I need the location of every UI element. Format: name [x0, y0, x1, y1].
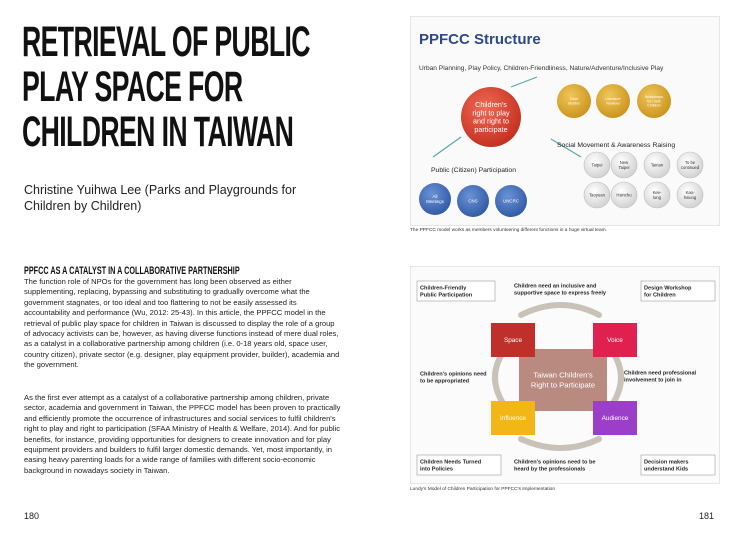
city-circle-label-line: Kao- [685, 189, 695, 195]
note-text-line: Children's opinions need [420, 371, 487, 378]
section-heading: PPFCC AS A CATALYST IN A COLLABORATIVE PARTNERSHIP [24, 265, 240, 277]
blue-circle-label-line: UNCRC [503, 198, 519, 204]
arrow-top [511, 77, 537, 87]
blue-circle-label-line: Meetings [426, 199, 444, 205]
city-circle-label-line: Taipei [618, 164, 630, 170]
city-circle-label-line: Tainan [650, 162, 664, 168]
yellow-circle-1 [557, 84, 591, 118]
city-circle-label-line: New [619, 159, 629, 165]
yellow-circle-label-line: for / with [647, 99, 661, 104]
title-line-3: CHILDREN IN TAIWAN [22, 108, 294, 156]
ppfcc-structure-diagram [411, 17, 719, 225]
note-text-line: Decision makers [644, 459, 689, 466]
yellow-circle-label-line: Case [569, 97, 579, 102]
blue-circle-2 [457, 185, 489, 217]
note-text-line: into Policies [420, 466, 453, 473]
title-line-1: RETRIEVAL OF PUBLIC [22, 18, 310, 66]
box-audience [593, 401, 637, 435]
city-circle-label-line: Hsinchu [616, 192, 632, 198]
note-text-line: to be appropriated [420, 378, 470, 385]
note-5 [624, 370, 697, 383]
note-text-line: for Children [644, 292, 676, 299]
social-movement-label: Social Movement & Awareness Raising [557, 142, 676, 149]
lundy-model-diagram [411, 267, 719, 483]
city-circle-label-line: Taoyuan [589, 192, 605, 198]
box-influence [491, 401, 535, 435]
note-text-line: Children need an inclusive and [514, 283, 597, 290]
box-label-line: Voice [607, 337, 623, 345]
note-text-line: Children's opinions need to be [514, 459, 596, 466]
yellow-circle-label-line: Literature [605, 97, 621, 102]
note-text-line: understand Kids [644, 466, 689, 473]
yellow-circle-3 [637, 84, 671, 118]
fig1-heading: PPFCC Structure [419, 31, 541, 48]
city-circle-5 [584, 182, 610, 208]
title-line-2: PLAY SPACE FOR [22, 63, 243, 111]
note-text-line: Public Participation [420, 292, 473, 299]
note-text-line: Children Needs Turned [420, 459, 482, 466]
note-4 [420, 371, 487, 384]
center-box-text-line: Taiwan Children's [533, 370, 593, 380]
city-circle-label-line: lung [653, 194, 661, 200]
city-circle-label-line: To be [684, 159, 696, 165]
note-8 [641, 455, 715, 475]
city-circle-label-line: Taipei [591, 162, 603, 168]
center-text-line: and right to [473, 116, 509, 126]
note-text-line: Children need professional [624, 370, 697, 377]
author-line: Christine Yuihwa Lee (Parks and Playgrounds for Children by Children) [24, 183, 297, 213]
note-1 [417, 281, 495, 301]
note-6 [417, 455, 501, 475]
box-label-line: Audience [601, 415, 629, 423]
center-circle-label [472, 100, 510, 134]
note-text-line: heard by the professionals [514, 466, 586, 473]
yellow-circle-label-line: Workshops [645, 94, 663, 99]
city-circle-4 [677, 152, 703, 178]
center-text-line: participate [474, 125, 508, 135]
center-text-line: Children's [475, 99, 507, 109]
figure1-caption: The PPFCC model works as members volunteering different functions in a huge virtual team. [410, 228, 607, 233]
box-space [491, 323, 535, 357]
page-number-left: 180 [24, 511, 40, 521]
center-box-label [531, 371, 595, 390]
city-circle-label-line: hsiung [683, 194, 697, 200]
note-2 [514, 283, 607, 296]
arrow-left [433, 137, 461, 157]
yellow-circle-label-line: Studies [568, 101, 580, 106]
note-text-line: supportive space to express freely [514, 290, 607, 297]
lundy-model-figure [410, 266, 720, 484]
yellow-circle-label-line: Reviews [606, 101, 620, 106]
yellow-circle-2 [596, 84, 630, 118]
figure2-caption: Lundy's Model of Children Participation for PPFCC's Implementation [410, 487, 556, 492]
box-voice [593, 323, 637, 357]
body-paragraph-2: As the first ever attempt as a catalyst of a collaborative partnership among children, private sector, academia and government in Taiwan, the PPFCC model has been proven to practically and efficiently promote the occurrence of infrastructures and social services to fulfil children's right to play and right to participation (SFAA Ministry of Health & Welfare, 2014). And for public benefits, for instance, providing opportunities for designers to create innovation and for play equipment providers and builders to fulfil larger domestic demands. Yet, most importantly, in easing heavy parenting loads for a wide range of families with different socio-economic background in nowadays society in Taiwan. [24, 393, 341, 475]
note-3 [641, 281, 715, 301]
note-7 [514, 459, 596, 472]
ppfcc-structure-figure [410, 16, 720, 226]
article-title [22, 18, 310, 156]
city-circle-3 [644, 152, 670, 178]
body-paragraph-1: The function role of NPOs for the government has long been observed as either supplementing, replacing, bypassing and substituting to gradually overcome what the government stagnates, or too ideal and too flattering to not be easily assessed its accountability and performance (Wu, 2012: 25-43). In this article, the PPFCC model in the retrieval of public play space for children in Taiwan is discussed to display the role of a group of advocacy activists can be, however, as having diverse functions instead of mere dual roles, as a catalyst in a collaborative partnership among children (i.e. 0-18 years old, space user, country citizen), private sector (e.g. designer, play equipment provider, builder), academia and the government. [24, 277, 340, 370]
city-circle-7 [644, 182, 670, 208]
fig1-top-line: Urban Planning, Play Policy, Children-Friendliness, Nature/Adventure/Inclusive Play [419, 65, 664, 72]
note-text-line: Children-Friendly [420, 285, 467, 292]
city-circle-1 [584, 152, 610, 178]
city-circle-8 [677, 182, 703, 208]
blue-circle-1 [419, 183, 451, 215]
public-participation-label: Public (Citizen) Participation [431, 167, 516, 174]
note-text-line: involvement to join in [624, 377, 682, 384]
city-circle-2 [611, 152, 637, 178]
city-circle-label-line: Kee- [652, 189, 662, 195]
center-box-text-line: Right to Participate [530, 380, 596, 390]
yellow-circle-label-line: Children [647, 103, 661, 108]
blue-circle-3 [495, 185, 527, 217]
page-number-right: 181 [699, 511, 715, 521]
box-label-line: Influence [500, 415, 526, 423]
blue-circle-label-line: CNS [468, 198, 478, 204]
box-label-line: Space [503, 337, 523, 345]
center-text-line: right to play [472, 108, 510, 118]
city-circle-label-line: continued [680, 164, 700, 170]
blue-circle-label-line: All [432, 193, 438, 199]
note-text-line: Design Workshop [644, 285, 692, 292]
city-circle-6 [611, 182, 637, 208]
